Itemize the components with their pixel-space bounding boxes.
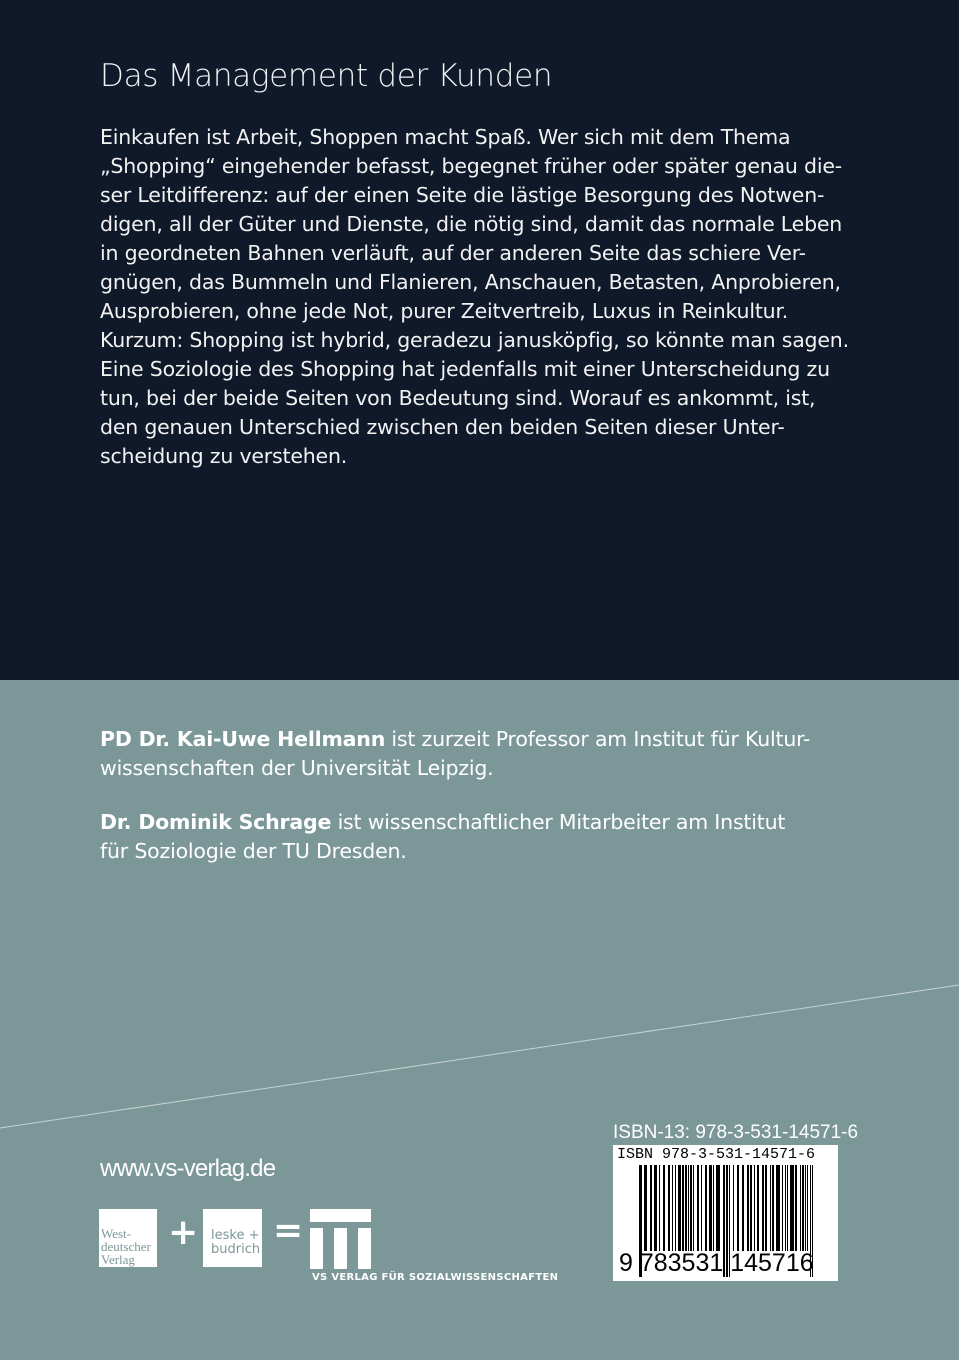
blurb-line: ser Leitdifferenz: auf der einen Seite die lästige Besorgung des Notwen-	[100, 183, 825, 207]
barcode-bar	[709, 1165, 712, 1251]
author-bio-1	[100, 725, 810, 783]
barcode-bar	[672, 1165, 673, 1251]
barcode-bar	[800, 1165, 801, 1251]
blurb-line: Eine Soziologie des Shopping hat jedenfalls mit einer Unterscheidung zu	[100, 357, 830, 381]
plus-sign: +	[168, 1212, 199, 1253]
barcode-bar	[802, 1165, 804, 1251]
leske-budrich-logo	[203, 1209, 262, 1267]
barcode-bar	[675, 1165, 676, 1251]
barcode-digits: 9 783531 145716	[619, 1249, 814, 1277]
barcode-bar	[705, 1165, 707, 1251]
barcode-bar	[713, 1165, 714, 1251]
barcode-bar	[772, 1165, 774, 1251]
barcode-bar	[787, 1165, 788, 1251]
barcode-bar	[805, 1165, 806, 1251]
vs-verlag-logo	[310, 1209, 372, 1269]
bio-text: für Soziologie der TU Dresden.	[100, 839, 407, 863]
author-bio-2	[100, 808, 785, 866]
barcode-bar	[688, 1165, 689, 1251]
barcode-bar	[782, 1165, 783, 1251]
logo-text: leske +	[211, 1228, 260, 1243]
barcode	[613, 1145, 838, 1281]
blurb-line: den genauen Unterschied zwischen den beiden Seiten dieser Unter-	[100, 415, 785, 439]
barcode-bar	[776, 1165, 780, 1251]
barcode-bar	[678, 1165, 681, 1251]
logo-text: deutscher	[101, 1239, 151, 1254]
blurb-line: scheidung zu verstehen.	[100, 444, 348, 468]
barcode-bar	[750, 1165, 752, 1251]
barcode-bar	[795, 1165, 797, 1251]
logo-text: West-	[101, 1226, 131, 1241]
barcode-isbn: ISBN 978-3-531-14571-6	[617, 1146, 816, 1163]
blurb-line: tun, bei der beide Seiten von Bedeutung sind. Worauf es ankommt, ist,	[100, 386, 816, 410]
barcode-bar	[654, 1165, 657, 1251]
bio-text: ist zurzeit Professor am Institut für Kultur-	[385, 727, 811, 751]
author-name: Dr. Dominik Schrage	[100, 810, 332, 834]
blurb-line: „Shopping“ eingehender befasst, begegnet früher oder später genau die-	[100, 154, 842, 178]
bio-text: ist wissenschaftlicher Mitarbeiter am Institut	[331, 810, 786, 834]
barcode-bar	[668, 1165, 670, 1251]
barcode-bar	[754, 1165, 755, 1251]
barcode-bar	[770, 1165, 771, 1251]
barcode-bar	[737, 1165, 739, 1251]
barcode-bar	[765, 1165, 767, 1251]
barcode-bar	[733, 1165, 734, 1251]
barcode-bar	[747, 1165, 749, 1251]
barcode-bar	[807, 1165, 808, 1251]
logo-text: budrich	[211, 1242, 261, 1257]
barcode-bar	[785, 1165, 786, 1251]
barcode-bar	[693, 1165, 694, 1251]
barcode-bar	[716, 1165, 720, 1251]
bio-text: wissenschaften der Universität Leipzig.	[100, 756, 494, 780]
blurb-line: digen, all der Güter und Dienste, die nötig sind, damit das normale Leben	[100, 212, 843, 236]
barcode-bar	[690, 1165, 692, 1251]
blurb-text	[100, 123, 849, 471]
barcode-bar	[742, 1165, 744, 1251]
publisher-url[interactable]: www.vs-verlag.de	[100, 1155, 276, 1182]
blurb-line: gnügen, das Bummeln und Flanieren, Anschauen, Betasten, Anprobieren,	[100, 270, 841, 294]
author-name: PD Dr. Kai-Uwe Hellmann	[100, 727, 386, 751]
barcode-bar	[790, 1165, 794, 1251]
barcode-bar	[644, 1165, 647, 1251]
barcode-bar	[682, 1165, 684, 1251]
westdeutscher-verlag-logo	[99, 1209, 157, 1267]
book-title: Das Management der Kunden	[100, 58, 553, 94]
logo-text: Verlag	[101, 1252, 135, 1267]
barcode-bar	[697, 1165, 699, 1251]
barcode-bar	[685, 1165, 687, 1251]
barcode-bar	[659, 1165, 660, 1251]
blurb-line: Kurzum: Shopping ist hybrid, geradezu janusköpfig, so könnte man sagen.	[100, 328, 849, 352]
equals-sign: =	[273, 1210, 304, 1251]
blurb-line: Einkaufen ist Arbeit, Shoppen macht Spaß. Wer sich mit dem Thema	[100, 125, 791, 149]
barcode-bar	[757, 1165, 759, 1251]
isbn-13: ISBN-13: 978-3-531-14571-6	[613, 1122, 859, 1143]
barcode-bar	[663, 1165, 665, 1251]
blurb-line: in geordneten Bahnen verläuft, auf der anderen Seite das schiere Ver-	[100, 241, 806, 265]
blurb-line: Ausprobieren, ohne jede Not, purer Zeitvertreib, Luxus in Reinkultur.	[100, 299, 789, 323]
barcode-bar	[762, 1165, 764, 1251]
barcode-bar	[701, 1165, 702, 1251]
vs-verlag-wordmark: VS VERLAG FÜR SOZIALWISSENSCHAFTEN	[312, 1272, 559, 1283]
barcode-bar	[650, 1165, 652, 1251]
